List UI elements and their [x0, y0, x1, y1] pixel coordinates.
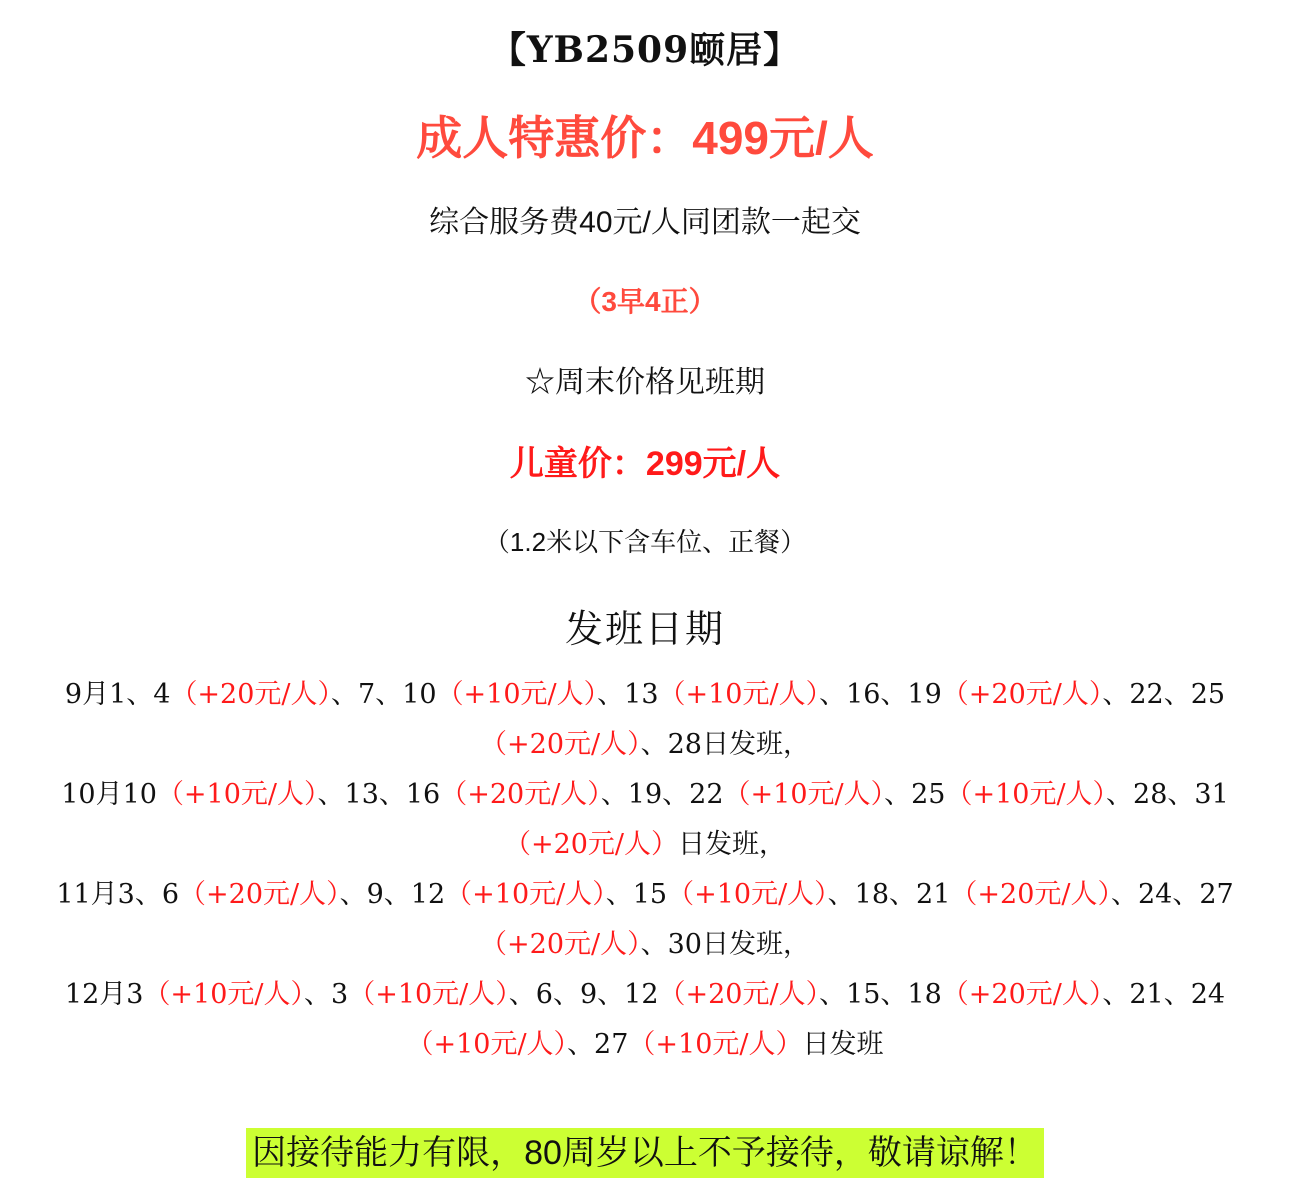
surcharge-label: （+10元/人） [723, 779, 885, 810]
age-limit-notice-container [0, 1128, 1290, 1178]
schedule-row-december [30, 970, 1260, 1070]
surcharge-label: （+10元/人） [436, 679, 598, 710]
date-text: 9月1、4 [64, 679, 171, 710]
surcharge-label: （+10元/人） [445, 879, 606, 910]
date-text: 、21、24 [1102, 979, 1226, 1010]
date-text: 、28、31 [1106, 779, 1229, 810]
surcharge-label: （+20元/人） [170, 679, 332, 710]
date-text: 、16、19 [819, 679, 942, 710]
surcharge-label: （+20元/人） [941, 979, 1103, 1010]
date-text: 、28日发班， [640, 729, 810, 760]
date-text: 、7、10 [331, 679, 437, 710]
surcharge-label: （+10元/人） [156, 779, 318, 810]
adult-price: 成人特惠价：499元/人 [416, 112, 874, 164]
schedule-row-september [30, 670, 1260, 770]
surcharge-label: （+10元/人） [945, 779, 1107, 810]
date-text: 、15 [605, 879, 668, 910]
schedule-row-october [30, 770, 1260, 870]
surcharge-label: （+20元/人） [440, 779, 601, 810]
date-text: 、30日发班， [640, 929, 810, 960]
date-text: 日发班 [802, 1029, 884, 1060]
surcharge-label: （+10元/人） [348, 979, 509, 1010]
date-text: 、6、9、12 [508, 979, 659, 1010]
date-text: 、15、18 [819, 979, 942, 1010]
date-text: 10月10 [61, 779, 157, 810]
date-text: 、19、22 [600, 779, 724, 810]
surcharge-label: （+20元/人） [503, 829, 679, 860]
departure-dates-heading: 发班日期 [564, 607, 725, 651]
meals-note: （3早4正） [573, 286, 717, 317]
service-fee-note: 综合服务费40元/人同团款一起交 [429, 206, 861, 239]
child-price-note: （1.2米以下含车位、正餐） [483, 527, 807, 557]
date-text: 、13、16 [317, 779, 441, 810]
surcharge-label: （+20元/人） [179, 879, 340, 910]
date-text: 、18、21 [827, 879, 951, 910]
surcharge-label: （+10元/人） [658, 679, 820, 710]
surcharge-label: （+20元/人） [950, 879, 1111, 910]
date-text: 、25 [884, 779, 946, 810]
surcharge-label: （+20元/人） [480, 729, 641, 760]
surcharge-label: （+10元/人） [628, 1029, 803, 1060]
date-text: 、27 [567, 1029, 629, 1060]
weekend-price-note: ☆周末价格见班期 [525, 366, 765, 399]
surcharge-label: （+20元/人） [941, 679, 1103, 710]
date-text: 11月3、6 [56, 879, 180, 910]
child-price: 儿童价：299元/人 [509, 445, 781, 483]
schedule-row-november [30, 870, 1260, 970]
date-text: 、3 [304, 979, 349, 1010]
date-text: 、13 [597, 679, 659, 710]
age-limit-notice: 因接待能力有限，80周岁以上不予接待，敬请谅解！ [246, 1128, 1044, 1178]
surcharge-label: （+20元/人） [480, 929, 641, 960]
tour-title: 【YB2509颐居】 [489, 29, 801, 71]
surcharge-label: （+10元/人） [143, 979, 305, 1010]
date-text: 12月3 [64, 979, 144, 1010]
surcharge-label: （+10元/人） [667, 879, 828, 910]
date-text: 、24、27 [1110, 879, 1234, 910]
surcharge-label: （+20元/人） [658, 979, 820, 1010]
date-text: 日发班， [678, 829, 787, 860]
surcharge-label: （+10元/人） [406, 1029, 568, 1060]
date-text: 、9、12 [339, 879, 446, 910]
departure-schedule [30, 670, 1260, 1070]
date-text: 、22、25 [1102, 679, 1226, 710]
